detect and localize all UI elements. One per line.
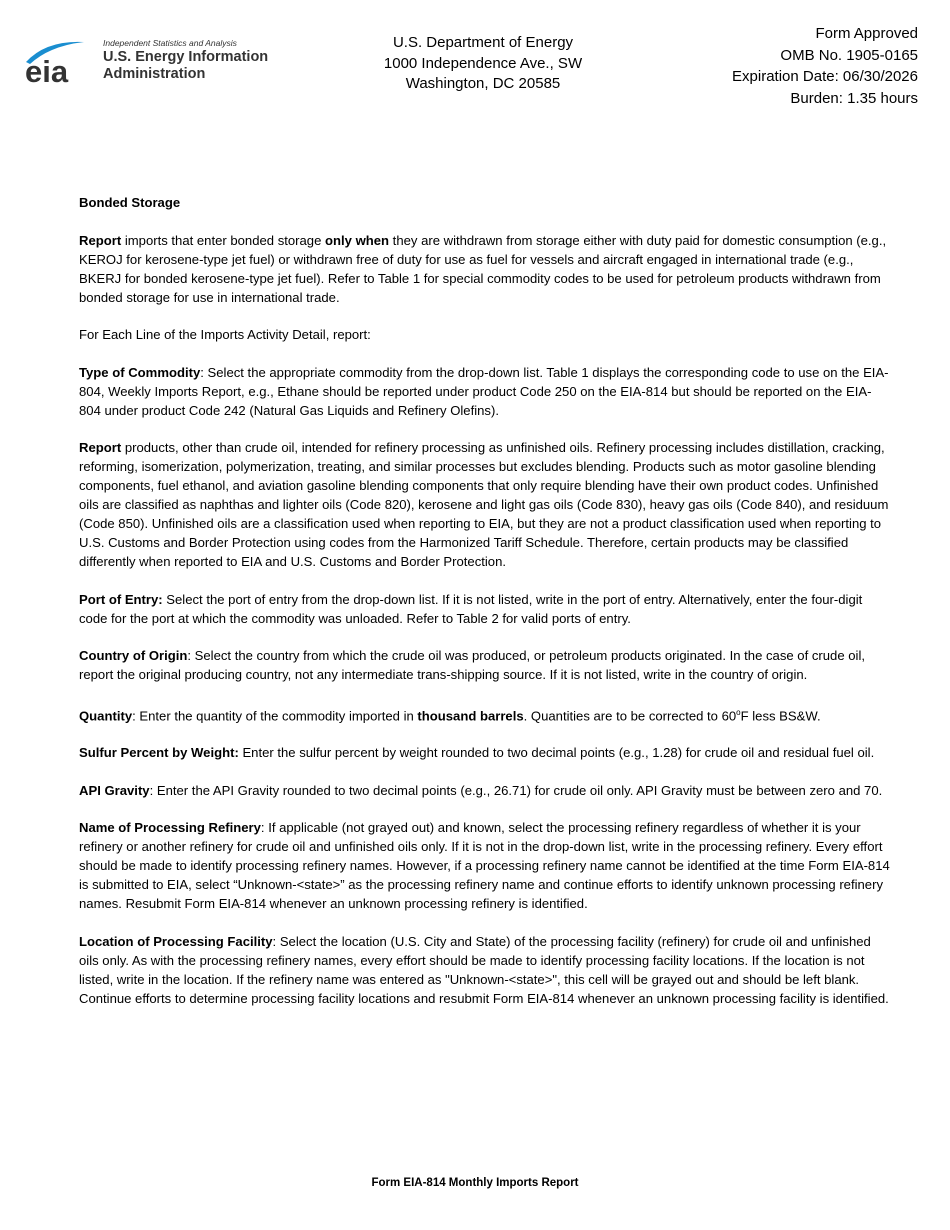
quantity-paragraph: Quantity: Enter the quantity of the commodity imported in thousand barrels. Quantities are to be corrected to 60$^o$F less BS&W. <box>79 707 821 723</box>
agency-address <box>360 33 606 95</box>
logo-tagline: Independent Statistics and Analysis <box>103 38 237 48</box>
processing-refinery-paragraph: Name of Processing Refinery: If applicable (not grayed out) and known, select the processing refinery regardless of whether it is your refinery or another refinery for crude oil and unfinished oils only. If it is not in the drop-down list, write in the processing refinery. Every effort should be made to identify processing refinery names. However, if a processing refinery name cannot be identified at the time Form EIA-814 is submitted to EIA, select “Unknown-<state>” as the processing refinery name and continue efforts to identify unknown processing refinery names. Resubmit Form EIA-814 whenever an unknown processing refinery is identified. <box>79 820 890 912</box>
port-of-entry-paragraph: Port of Entry: Select the port of entry from the drop-down list. If it is not listed, write in the port of entry. Alternatively, enter the four-digit code for the port at which the commodity was unloaded. Refer to Table 2 for valid ports of entry. <box>79 591 863 626</box>
page-footer: Form EIA-814 Monthly Imports Report <box>371 1177 579 1189</box>
omb-block <box>732 23 918 109</box>
agency-city: Washington, DC 20585 <box>405 75 561 92</box>
sulfur-paragraph: Sulfur Percent by Weight: Enter the sulfur percent by weight rounded to two decimal points (e.g., 1.28) for crude oil and residual fuel oil. <box>79 745 875 761</box>
omb-number: OMB No. 1905-0165 <box>780 46 918 64</box>
unfinished-oils-paragraph: Report products, other than crude oil, intended for refinery processing as unfinished oils. Refinery processing includes distillation, cracking, reforming, isomerization, polymerization, treating, and similar processes but excludes blending. Products such as motor gasoline blending components, fuel ethanol, and aviation gasoline blending components that only require blending have their own product codes. Unfinished oils are classified as naphthas and lighter oils (Code 820), kerosene and light gas oils (Code 830), heavy gas oils (Code 840), and residuum (Code 850). Unfinished oils are a classification used when reporting to EIA, but they are not a product classification used when reporting to U.S. Customs and Border Protection using codes from the Harmonized Tariff Schedule. Therefore, certain products may be classified differently when reported to EIA and U.S. Customs and Border Protection. <box>79 440 889 569</box>
logo-name-line-1: U.S. Energy Information <box>103 49 269 65</box>
country-of-origin-paragraph: Country of Origin: Select the country from which the crude oil was produced, or petroleum products originated. In the case of crude oil, report the original producing country, not any intermediate trans-shipping source. If it is not listed, write in the country of origin. <box>79 648 865 682</box>
instructions-body <box>79 193 891 1026</box>
burden: Burden: 1.35 hours <box>790 89 918 107</box>
eia-logo <box>24 36 286 86</box>
commodity-paragraph: Type of Commodity: Select the appropriate commodity from the drop-down list. Table 1 displays the corresponding code to use on the EIA-804, Weekly Imports Report, e.g., Ethane should be reported under product Code 250 on the EIA-814 but should be reported on the EIA-804 under product Code 242 (Natural Gas Liquids and Refinery Olefins). <box>79 364 889 418</box>
processing-facility-paragraph: Location of Processing Facility: Select the location (U.S. City and State) of the processing facility (refinery) for crude oil and unfinished oils only. As with the processing refinery names, every effort should be made to identify processing facility locations. If the location is not listed, write in the location. If the refinery name was entered as "Unknown-<state>", this cell will be grayed out and should be left blank. Continue efforts to determine processing facility locations and resubmit Form EIA-814 whenever an unknown processing facility is identified. <box>79 933 889 1006</box>
logo-name-line-2: Administration <box>103 66 206 82</box>
agency-name: U.S. Department of Energy <box>392 34 574 51</box>
form-approved: Form Approved <box>815 25 918 42</box>
eia-swoosh-icon <box>24 36 104 86</box>
logo-mark: eia <box>25 54 69 86</box>
bonded-storage-paragraph: Report imports that enter bonded storage only when they are withdrawn from storage either with duty paid for domestic consumption (e.g., KEROJ for kerosene-type jet fuel) or withdrawn free of duty for use as fuel for vessels and aircraft engaged in international trade (e.g., BKERJ for bonded kerosene-type jet fuel). Refer to Table 1 for special commodity codes to be used for petroleum products withdrawn from bonded storage for use in international trade. <box>79 232 887 305</box>
logo-name <box>103 49 268 83</box>
agency-street: 1000 Independence Ave., SW <box>383 54 583 72</box>
expiration-date: Expiration Date: 06/30/2026 <box>732 68 918 85</box>
section-heading: Bonded Storage <box>79 195 181 210</box>
intro-paragraph: For Each Line of the Imports Activity Detail, report: <box>79 327 371 342</box>
api-gravity-paragraph: API Gravity: Enter the API Gravity rounded to two decimal points (e.g., 26.71) for crude oil only. API Gravity must be between zero and 70. <box>79 782 883 798</box>
